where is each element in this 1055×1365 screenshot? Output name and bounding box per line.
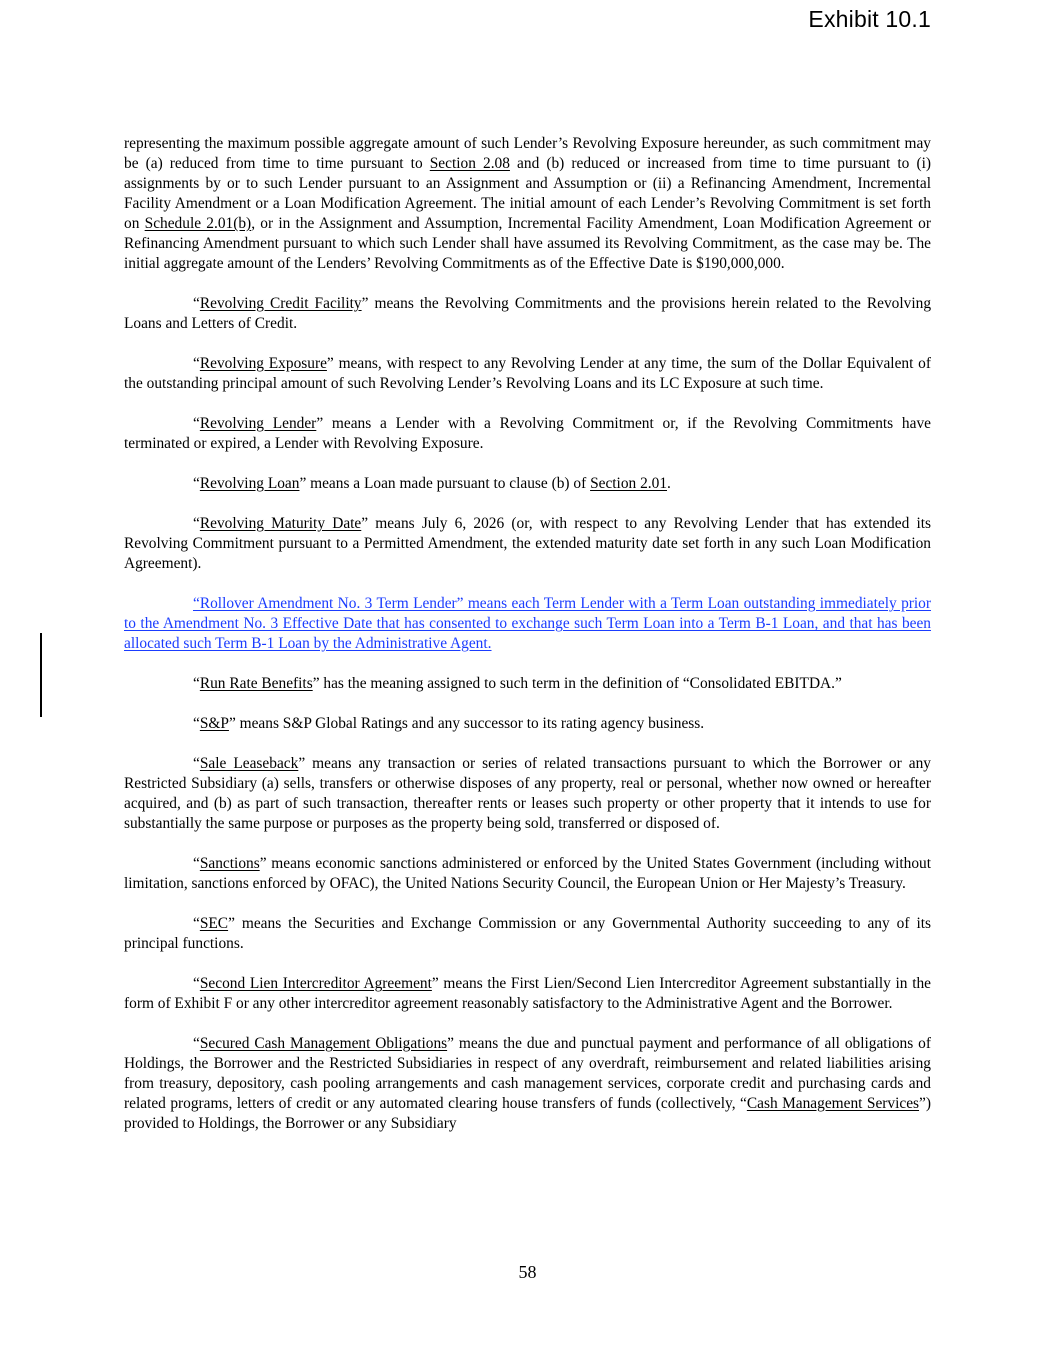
- schedule-ref: Schedule 2.01(b): [144, 215, 252, 232]
- change-bar: [40, 633, 42, 717]
- definition-revolving-exposure: “Revolving Exposure” means, with respect to any Revolving Lender at any time, the sum of the Dollar Equivalent of the outstanding principal amount of such Revolving Lender’s Revolving Loans and its LC Exposure at such time.: [124, 355, 932, 392]
- defined-term: SEC: [199, 915, 229, 932]
- section-ref: Section 2.01: [590, 475, 668, 492]
- defined-term: Run Rate Benefits: [199, 675, 313, 692]
- defined-term: Second Lien Intercreditor Agreement: [199, 975, 432, 992]
- definition-text: ” means any transaction or series of related transactions pursuant to which the Borrower or any Restricted Subsidiary (a) sells, transfers or otherwise disposes of any property, real or personal, whether now owned or hereafter acquired, and (b) as part of such transaction, thereafter rents or leases such property or other property that it intends to use for substantially the same purpose or purposes as the property being sold, transferred or disposed of.: [124, 755, 931, 832]
- defined-term: Revolving Credit Facility: [199, 295, 362, 312]
- defined-term: Secured Cash Management Obligations: [199, 1035, 448, 1052]
- document-body: [124, 134, 931, 1154]
- definition-sale-leaseback: “Sale Leaseback” means any transaction or series of related transactions pursuant to which the Borrower or any Restricted Subsidiary (a) sells, transfers or otherwise disposes of any property, real or personal, whether now owned or hereafter acquired, and (b) as part of such transaction, thereafter rents or leases such property or other property that it intends to use for substantially the same purpose or purposes as the property being sold, transferred or disposed of.: [124, 755, 931, 832]
- definition-second-lien-intercreditor-agreement: “Second Lien Intercreditor Agreement” means the First Lien/Second Lien Intercreditor Agreement substantially in the form of Exhibit F or any other intercreditor agreement reasonably satisfactory to the Administrative Agent and the Borrower.: [124, 975, 931, 1012]
- text: , or in the Assignment and Assumption, Incremental Facility Amendment, Loan Modification Agreement or Refinancing Amendment pursuant to which such Lender shall have assumed its Revolving Commitment, as the case may be. The initial aggregate amount of the Lenders’ Revolving Commitments as of the Effective Date is $190,000,000.: [124, 215, 931, 272]
- definition-text: ” means July 6, 2026 (or, with respect to any Revolving Lender that has extended its Revolving Commitment pursuant to a Permitted Amendment, the extended maturity date set forth in any such Loan Modification Agreement).: [124, 515, 932, 572]
- paragraph-revolving-commitment-continued: [124, 134, 931, 274]
- definition-text: ” means S&P Global Ratings and any successor to its rating agency business.: [228, 715, 705, 732]
- definition-text: ” means a Lender with a Revolving Commitment or, if the Revolving Commitments have terminated or expired, a Lender with Revolving Exposure.: [124, 415, 931, 452]
- defined-term: S&P: [199, 715, 229, 732]
- section-ref: Section 2.08: [429, 155, 510, 172]
- definition-revolving-maturity-date: “Revolving Maturity Date” means July 6, 2026 (or, with respect to any Revolving Lender that has extended its Revolving Commitment pursuant to a Permitted Amendment, the extended maturity date set forth in any such Loan Modification Agreement).: [124, 515, 932, 572]
- definition-text: ” means the Securities and Exchange Commission or any Governmental Authority succeeding to any of its principal functions.: [124, 915, 931, 952]
- definition-s-and-p: “S&P” means S&P Global Ratings and any successor to its rating agency business.: [193, 715, 705, 732]
- text: .: [667, 475, 671, 492]
- definition-text: ” means, with respect to any Revolving Lender at any time, the sum of the Dollar Equivalent of the outstanding principal amount of such Revolving Lender’s Revolving Loans and its LC Exposure at such time.: [124, 355, 932, 392]
- exhibit-label: Exhibit 10.1: [808, 6, 931, 32]
- defined-term: Revolving Exposure: [199, 355, 327, 372]
- definition-rollover-amendment-inserted: “Rollover Amendment No. 3 Term Lender” means each Term Lender with a Term Loan outstanding immediately prior to the Amendment No. 3 Effective Date that has consented to exchange such Term Loan into a Term B-1 Loan, and that has been allocated such Term B-1 Loan by the Administrative Agent.: [124, 595, 931, 652]
- defined-term: Sale Leaseback: [199, 755, 299, 772]
- definition-text: ” means economic sanctions administered or enforced by the United States Government (including without limitation, sanctions enforced by OFAC), the United Nations Security Council, the European Union or Her Majesty’s Treasury.: [124, 855, 931, 892]
- definition-sec: “SEC” means the Securities and Exchange Commission or any Governmental Authority succeeding to any of its principal functions.: [124, 915, 931, 952]
- definition-secured-cash-management-obligations: “Secured Cash Management Obligations” means the due and punctual payment and performance of all obligations of Holdings, the Borrower and the Restricted Subsidiaries in respect of any overdraft, reimbursement and related liabilities arising from treasury, depository, cash pooling arrangements and cash management services, corporate credit and purchasing cards and related programs, letters of credit or any automated clearing house transfers of funds (collectively, “Cash Management Services”) provided to Holdings, the Borrower or any Subsidiary: [124, 1035, 931, 1132]
- defined-term: Sanctions: [199, 855, 260, 872]
- definition-text: ” has the meaning assigned to such term in the definition of “Consolidated EBITDA.”: [312, 675, 842, 692]
- text: representing the maximum possible aggregate amount of such Lender’s Revolving Exposure hereunder, as such commitment may be (a) reduced from time to time pursuant to: [124, 135, 931, 172]
- definition-text: ” means the due and punctual payment and performance of all obligations of Holdings, the Borrower and the Restricted Subsidiaries in respect of any overdraft, reimbursement and related liabilities arising from treasury, depository, cash pooling arrangements and cash management services, corporate credit and purchasing cards and related programs, letters of credit or any automated clearing house transfers of funds (collectively, “: [124, 1035, 931, 1112]
- page-number: 58: [518, 1262, 537, 1282]
- text: and (b) reduced or increased from time to time pursuant to (i) assignments by or to such Lender pursuant to an Assignment and Assumption or (ii) a Refinancing Amendment, Incremental Facility Amendment or a Loan Modification Agreement. The initial amount of each Lender’s Revolving Commitment is set forth on: [124, 155, 931, 232]
- defined-term: Cash Management Services: [746, 1095, 920, 1112]
- definition-revolving-credit-facility: “Revolving Credit Facility” means the Revolving Commitments and the provisions herein related to the Revolving Loans and Letters of Credit.: [124, 295, 932, 332]
- definition-revolving-lender: “Revolving Lender” means a Lender with a Revolving Commitment or, if the Revolving Commitments have terminated or expired, a Lender with Revolving Exposure.: [124, 415, 931, 452]
- definition-revolving-loan: “Revolving Loan” means a Loan made pursuant to clause (b) of Section 2.01.: [193, 475, 671, 492]
- defined-term: Revolving Maturity Date: [199, 515, 362, 532]
- defined-term: Revolving Lender: [199, 415, 317, 432]
- definition-text: ” means the First Lien/Second Lien Intercreditor Agreement substantially in the form of Exhibit F or any other intercreditor agreement reasonably satisfactory to the Administrative Agent and the Borrower.: [124, 975, 931, 1012]
- definition-text: ”) provided to Holdings, the Borrower or any Subsidiary: [124, 1095, 931, 1132]
- definition-run-rate-benefits: “Run Rate Benefits” has the meaning assigned to such term in the definition of “Consolidated EBITDA.”: [193, 675, 842, 692]
- definition-text: ” means the Revolving Commitments and the provisions herein related to the Revolving Loans and Letters of Credit.: [124, 295, 932, 332]
- definition-sanctions: “Sanctions” means economic sanctions administered or enforced by the United States Government (including without limitation, sanctions enforced by OFAC), the United Nations Security Council, the European Union or Her Majesty’s Treasury.: [124, 855, 931, 892]
- defined-term: Revolving Loan: [199, 475, 300, 492]
- definition-text: ” means a Loan made pursuant to clause (b) of: [299, 475, 591, 492]
